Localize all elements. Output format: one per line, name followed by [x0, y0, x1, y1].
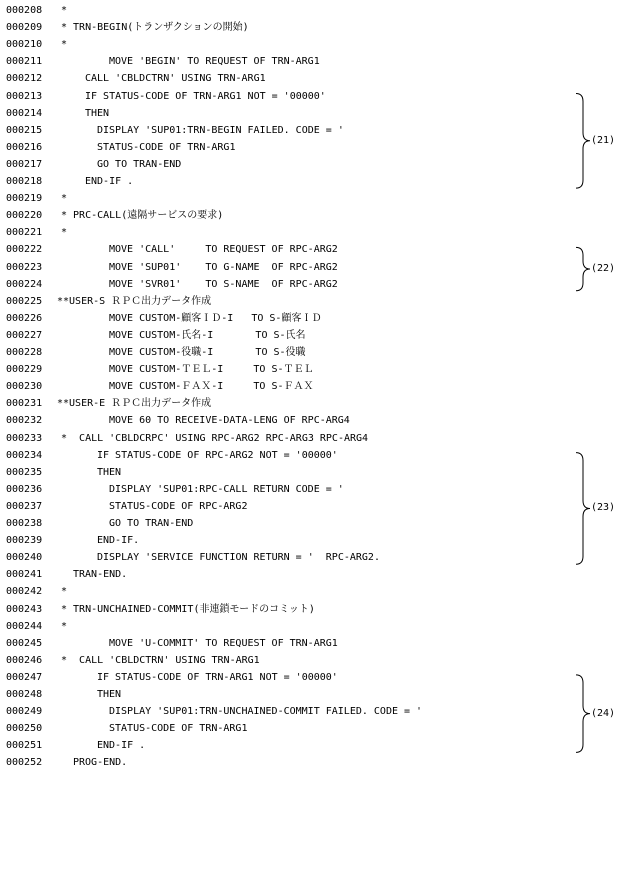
code-text: * CALL 'CBLDCTRN' USING TRN-ARG1 — [61, 654, 260, 666]
line-number: 000224 — [6, 278, 43, 290]
line-number: 000252 — [6, 757, 43, 769]
code-text: MOVE 60 TO RECEIVE-DATA-LENG OF RPC-ARG4 — [109, 415, 350, 427]
brace-23 — [576, 453, 590, 565]
line-number: 000214 — [6, 107, 43, 119]
code-text: STATUS-CODE OF TRN-ARG1 — [97, 141, 236, 153]
line-number: 000215 — [6, 124, 43, 136]
line-number: 000227 — [6, 329, 43, 341]
code-text: PROG-END. — [73, 757, 128, 769]
line-number: 000209 — [6, 22, 43, 34]
line-number: 000240 — [6, 552, 43, 564]
line-number: 000208 — [6, 5, 43, 16]
brace-label: (22) — [591, 263, 616, 275]
code-text: DISPLAY 'SERVICE FUNCTION RETURN = ' RPC-ARG2. — [97, 552, 380, 564]
code-text: IF STATUS-CODE OF RPC-ARG2 NOT = '00000' — [97, 449, 338, 461]
line-number: 000219 — [6, 193, 43, 205]
code-text: * TRN-BEGIN(トランザクションの開始) — [61, 22, 249, 34]
code-text: MOVE 'U-COMMIT' TO REQUEST OF TRN-ARG1 — [109, 637, 338, 649]
code-text: DISPLAY 'SUP01:TRN-UNCHAINED-COMMIT FAILED. CODE = ' — [109, 706, 423, 718]
line-number: 000229 — [6, 364, 43, 376]
code-text: **USER-S ＲＰＣ出力データ作成 — [57, 295, 212, 307]
code-text: MOVE 'CALL' TO REQUEST OF RPC-ARG2 — [109, 244, 338, 256]
line-number: 000218 — [6, 176, 43, 187]
code-text: TRAN-END. — [73, 569, 128, 581]
line-number: 000246 — [6, 654, 43, 666]
line-number: 000225 — [6, 295, 43, 307]
line-number: 000217 — [6, 158, 43, 170]
code-text: * CALL 'CBLDCRPC' USING RPC-ARG2 RPC-ARG3 RPC-ARG4 — [61, 432, 369, 444]
code-text: MOVE 'SUP01' TO G-NAME OF RPC-ARG2 — [109, 261, 338, 273]
line-number: 000241 — [6, 569, 43, 581]
brace-label: (24) — [591, 707, 616, 719]
line-number: 000242 — [6, 586, 43, 598]
line-number: 000234 — [6, 449, 43, 461]
line-number: 000228 — [6, 347, 43, 358]
code-text: * TRN-UNCHAINED-COMMIT(非連鎖モードのコミット) — [61, 603, 315, 615]
code-text: THEN — [97, 689, 122, 700]
line-number: 000230 — [6, 381, 43, 393]
brace-22 — [576, 247, 590, 290]
line-number: 000249 — [6, 706, 43, 718]
code-text: END-IF. — [97, 535, 140, 547]
line-number: 000210 — [6, 39, 43, 51]
code-text: MOVE 'SVR01' TO S-NAME OF RPC-ARG2 — [109, 278, 338, 290]
code-text: THEN — [85, 107, 110, 119]
code-text: * — [61, 620, 68, 632]
code-text: GO TO TRAN-END — [97, 158, 182, 170]
code-text: DISPLAY 'SUP01:TRN-BEGIN FAILED. CODE = ' — [97, 124, 344, 136]
line-number: 000222 — [6, 244, 43, 256]
line-number: 000232 — [6, 415, 43, 427]
code-text: GO TO TRAN-END — [109, 518, 194, 529]
code-text: MOVE CUSTOM-顧客ＩＤ-I TO S-顧客ＩＤ — [109, 312, 322, 324]
line-number: 000213 — [6, 90, 43, 102]
line-number: 000238 — [6, 518, 43, 529]
code-text: STATUS-CODE OF RPC-ARG2 — [109, 500, 248, 512]
code-text: IF STATUS-CODE OF TRN-ARG1 NOT = '00000' — [85, 90, 326, 102]
code-text: MOVE CUSTOM-ＦＡＸ-I TO S-ＦＡＸ — [109, 381, 314, 393]
code-text: DISPLAY 'SUP01:RPC-CALL RETURN CODE = ' — [109, 483, 344, 495]
line-number: 000221 — [6, 227, 43, 239]
code-text: * — [61, 586, 68, 598]
brace-24 — [576, 675, 590, 753]
line-number: 000235 — [6, 466, 43, 478]
code-text: **USER-E ＲＰＣ出力データ作成 — [57, 398, 212, 410]
code-text: * PRC-CALL(遠隔サービスの要求) — [61, 210, 224, 222]
brace-label: (23) — [591, 502, 616, 514]
code-text: MOVE CUSTOM-ＴＥＬ-I TO S-ＴＥＬ — [109, 364, 314, 376]
line-number: 000212 — [6, 73, 43, 85]
line-number: 000223 — [6, 261, 43, 273]
line-number: 000216 — [6, 141, 43, 153]
line-number: 000243 — [6, 603, 43, 615]
code-text: IF STATUS-CODE OF TRN-ARG1 NOT = '00000' — [97, 671, 338, 683]
code-text: MOVE CUSTOM-役職-I TO S-役職 — [109, 347, 306, 358]
line-number: 000247 — [6, 671, 43, 683]
line-number: 000244 — [6, 620, 43, 632]
line-number: 000236 — [6, 483, 43, 495]
brace-label: (21) — [591, 134, 616, 146]
line-number: 000251 — [6, 740, 43, 752]
code-text: THEN — [97, 466, 122, 478]
line-number: 000211 — [6, 56, 43, 68]
line-number: 000237 — [6, 500, 43, 512]
line-number: 000226 — [6, 312, 43, 324]
code-text: END-IF . — [85, 176, 134, 187]
line-number: 000248 — [6, 689, 43, 700]
line-number: 000239 — [6, 535, 43, 547]
code-text: * — [61, 5, 68, 16]
line-number: 000220 — [6, 210, 43, 222]
code-text: MOVE CUSTOM-氏名-I TO S-氏名 — [109, 329, 306, 341]
line-number: 000231 — [6, 398, 43, 410]
code-text: CALL 'CBLDCTRN' USING TRN-ARG1 — [85, 73, 266, 85]
line-number: 000245 — [6, 637, 43, 649]
code-text: * — [61, 193, 68, 205]
code-text: MOVE 'BEGIN' TO REQUEST OF TRN-ARG1 — [109, 56, 320, 68]
code-text: END-IF . — [97, 740, 146, 752]
line-number: 000233 — [6, 432, 43, 444]
line-number: 000250 — [6, 723, 43, 735]
code-text: * — [61, 227, 68, 239]
code-text: STATUS-CODE OF TRN-ARG1 — [109, 723, 248, 735]
brace-21 — [576, 94, 590, 189]
code-text: * — [61, 39, 68, 51]
